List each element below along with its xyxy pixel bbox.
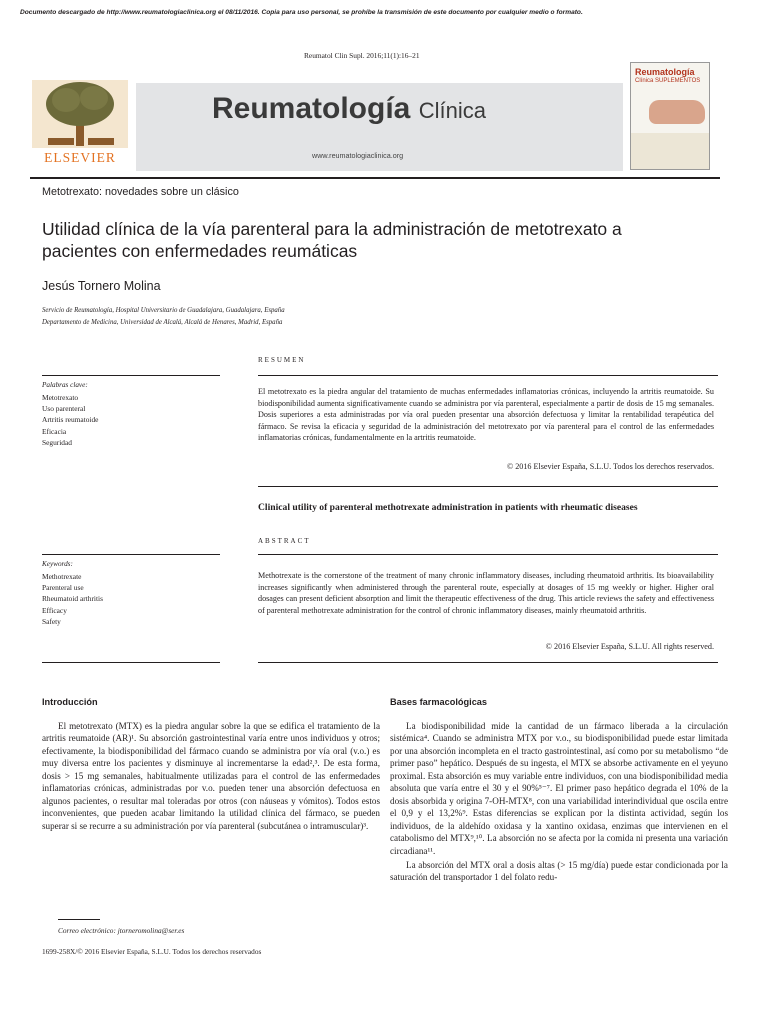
divider [258,375,718,376]
cover-footer [631,133,709,169]
abstract-heading: ABSTRACT [258,537,311,545]
section-title: Metotrexato: novedades sobre un clásico [42,186,239,198]
keyword: Parenteral use [42,583,84,593]
keyword: Uso parenteral [42,404,86,414]
english-title: Clinical utility of parenteral methotrexate administration in patients with rheumatic diseases [258,502,638,513]
body-paragraph: El metotrexato (MTX) es la piedra angular sobre la que se edifica el tratamiento de la artritis reumatoide (AR)¹. Su absorción gastrointestinal varía entre unos individuos y otros; efectivamente, la biodisponibilidad del fármaco cuando se administra por vía oral (v.o.) es muy diversa entre los pacientes y disminuye al incrementarse la edad²,³. De esta forma, dosis > 15 mg semanales, habitualmente utilizadas para el control de las enfermedades inflamatorias crónicas, administradas por v.o. pueden tener una absorción defectuosa en algunos pacientes, o resultar mal toleradas por otros (con náuseas y vómitos). Todos estos inconvenientes, que pueden acabar limitando la utilidad clínica del fármaco, se pueden superar si se recurre a su administración por vía parenteral (subcutánea o intramuscular)³. [42,721,380,831]
resumen-copyright: © 2016 Elsevier España, S.L.U. Todos los derechos reservados. [507,462,714,471]
download-notice: Documento descargado de http://www.reumatologiaclinica.org el 08/11/2016. Copia para uso personal, se prohíbe la transmisión de este documento por cualquier medio o formato. [20,9,583,16]
divider [258,486,718,487]
section-heading: Introducción [42,697,98,707]
journal-name [212,92,486,126]
divider [258,662,718,663]
divider [42,662,220,663]
journal-cover-thumbnail [630,62,710,170]
body-paragraph: La absorción del MTX oral a dosis altas (> 15 mg/día) puede estar condicionada por la saturación del transportador 1 del folato redu- [390,859,728,883]
divider [42,554,220,555]
divider [42,375,220,376]
article-title: Utilidad clínica de la vía parenteral para la administración de metotrexato a pacientes con enfermedades reumáticas [42,219,622,261]
cover-image [649,100,705,124]
keyword: Methotrexate [42,572,82,581]
body-paragraph: La biodisponibilidad mide la cantidad de un fármaco liberada a la circulación sistémica⁴. Cuando se administra MTX por v.o., su biodisponibilidad puede estar limitada por una absorción incompleta en el tracto gastrointestinal, así como por su metabolismo “de primer paso” hepático. Después de su ingesta, el MTX se absorbe activamente en el yeyuno proximal. Esta absorción es muy variable entre individuos, con una biodisponibilidad media absoluta que varía entre el 30 y el 90%⁵⁻⁷. El primer paso hepático degrada el 10% de la dosis absorbida y origina 7-OH-MTX⁸, con una variabilidad interindividual que oscila entre el 0,9 y el 13,2%⁹. Estas diferencias se explican por la distinta actividad, según los individuos, de la aldehído oxidasa y la xantino oxidasa, enzimas que intervienen en el catabolismo del MTX⁹,¹⁰. La absorción no se afecta por la comida ni presenta una variación circadiana¹¹. [390,721,728,856]
footnote: Correo electrónico: jtorneromolina@ser.es [58,926,185,935]
keywords-label: Keywords: [42,560,73,568]
keywords-list [42,392,98,448]
affiliation: Departamento de Medicina, Universidad de Alcalá, Alcalá de Henares, Madrid, España [42,319,283,326]
affiliation: Servicio de Reumatología, Hospital Universitario de Guadalajara, Guadalajara, España [42,307,285,314]
keywords-label: Palabras clave: [42,381,88,389]
journal-website: www.reumatologiaclinica.org [312,151,404,160]
abstract-copyright: © 2016 Elsevier España, S.L.U. All rights reserved. [545,642,714,651]
footnote-rule [58,919,100,920]
publisher-name: ELSEVIER [44,150,116,165]
body-column [390,720,728,884]
keyword: Seguridad [42,437,72,447]
header-rule [30,177,720,179]
keyword: Eficacia [42,426,67,436]
resumen-text: El metotrexato es la piedra angular del tratamiento de muchas enfermedades inflamatorias crónicas, incluyendo la artritis reumatoide. Su biodisponibilidad aumenta significativamente cuando se administra por vía parenteral, especialmente a partir de dosis de 15 mg semanales. Dosis superiores a esta administradas por vía oral pueden presentar una absorción defectuosa y limitar la rentabilidad terapéutica del fármaco. Se revisa la eficacia y seguridad de la administración del metotrexato por vía parenteral para el control de las enfermedades inflamatorias crónicas, fundamentalmente en la artritis reumatoide. [258,387,714,443]
author: Jesús Tornero Molina [42,279,161,293]
keyword: Rheumatoid arthritis [42,594,103,604]
cover-title: Reumatología [635,67,695,77]
keyword: Artritis reumatoide [42,415,99,425]
keywords-list [42,571,103,627]
citation: Reumatol Clin Supl. 2016;11(1):16–21 [304,51,420,60]
journal-name-light: Clínica [418,98,486,123]
footer-line: 1699-258X/© 2016 Elsevier España, S.L.U. Todos los derechos reservados [42,947,262,956]
resumen-heading: RESUMEN [258,356,306,364]
journal-name-bold: Reumatología [212,92,411,125]
keyword: Efficacy [42,605,67,615]
keyword: Safety [42,616,61,626]
divider [258,554,718,555]
abstract-text: Methotrexate is the cornerstone of the treatment of many chronic inflammatory diseases, including rheumatoid arthritis. Its bioavailability increases significantly when administered through the parenteral route, especially at dosages of 15 mg weekly or higher. Higher oral dosages can present deficient absorption and limit the therapeutic effectiveness of the drug. This article reviews the safety and effectiveness of parenteral methotrexate administration for the control of chronic inflammatory diseases, mainly rheumatoid arthritis. [258,571,714,615]
cover-subtitle: Clínica SUPLEMENTOS [635,78,701,84]
section-heading: Bases farmacológicas [390,697,488,707]
keyword: Metotrexato [42,393,79,402]
